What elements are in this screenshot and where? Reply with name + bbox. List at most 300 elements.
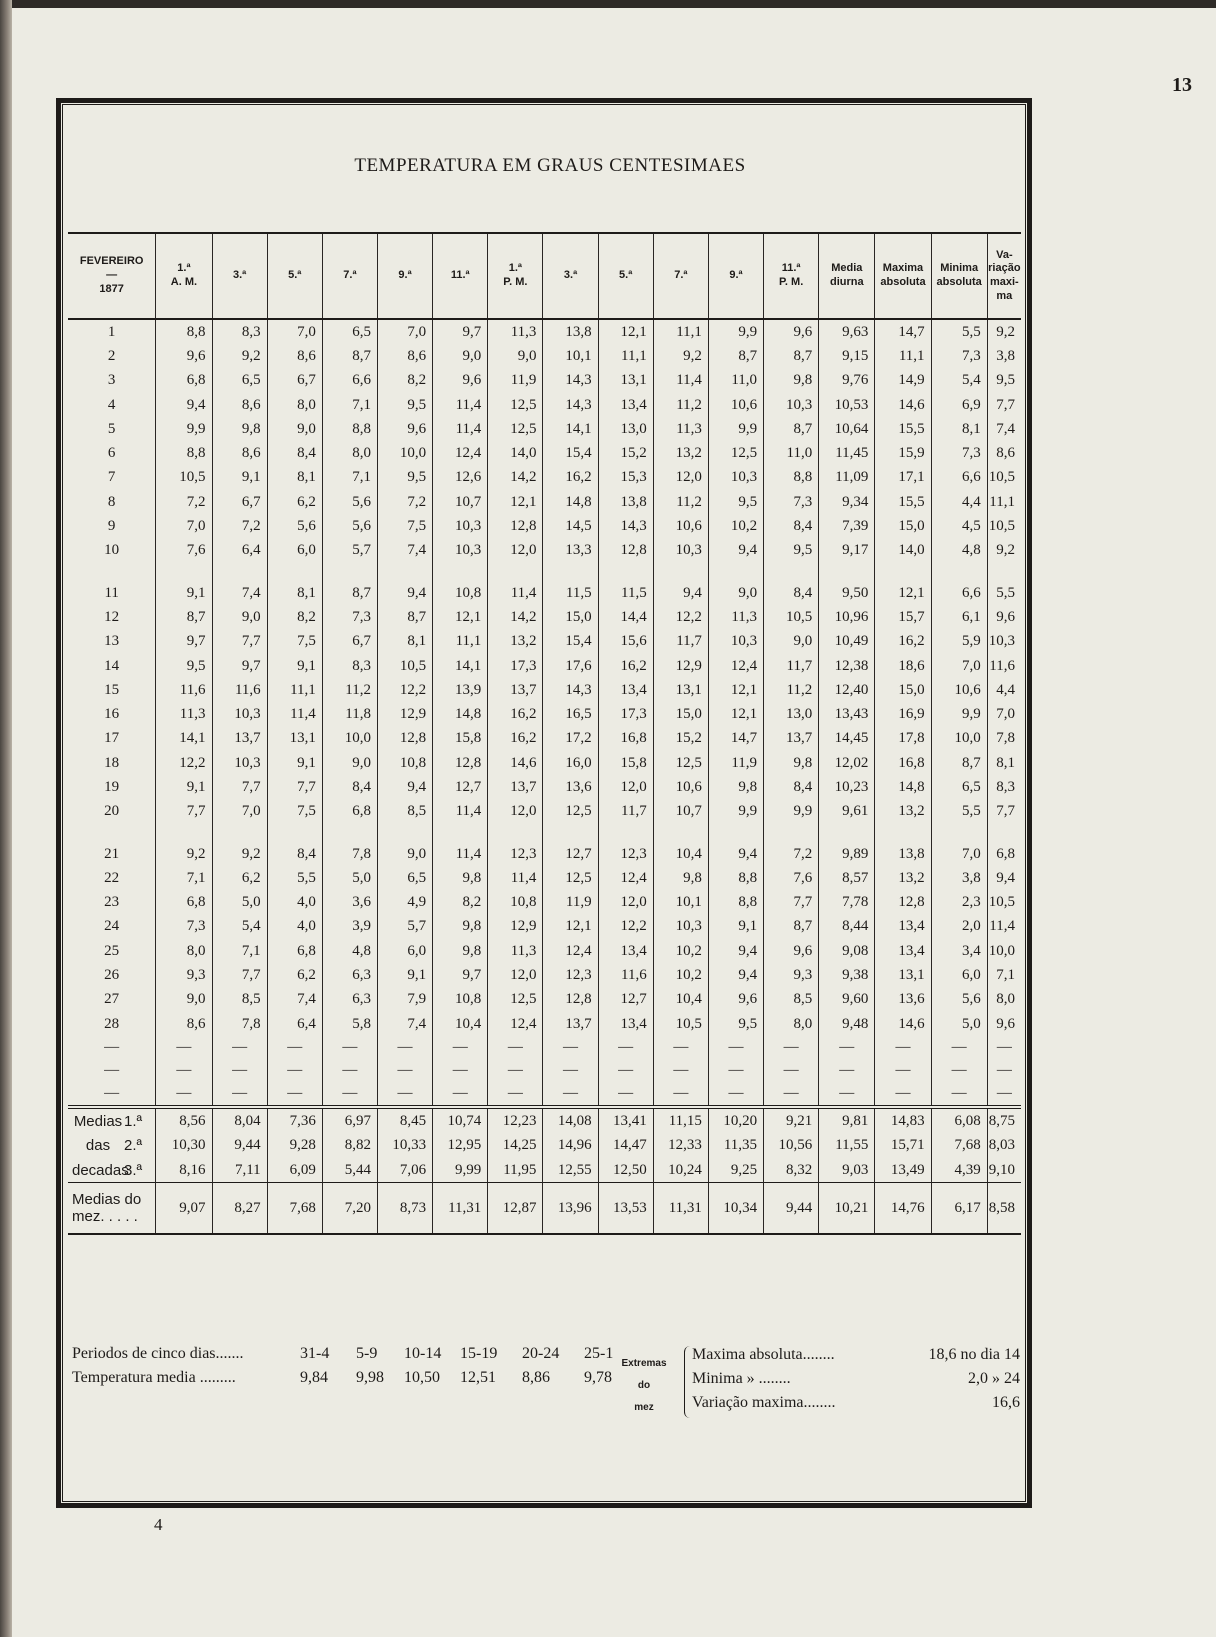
- value-cell: 7,7: [212, 775, 267, 799]
- mean-cell: 6,08: [931, 1107, 987, 1133]
- column-header-line: P. M.: [779, 276, 804, 288]
- value-cell: 8,7: [708, 344, 763, 368]
- period-range: 31-4: [300, 1345, 330, 1362]
- value-cell: 10,3: [764, 393, 819, 417]
- column-header: [322, 233, 377, 319]
- value-cell: 10,2: [653, 963, 708, 987]
- value-cell: 8,6: [212, 441, 267, 465]
- value-cell: 15,8: [598, 751, 653, 775]
- value-cell: 9,8: [764, 751, 819, 775]
- value-cell: 14,6: [875, 393, 931, 417]
- value-cell: 12,8: [377, 727, 432, 751]
- extremes-labels: [692, 1346, 836, 1418]
- value-cell: 3,8: [931, 866, 987, 890]
- value-cell: 11,6: [989, 657, 1015, 674]
- value-cell: 12,1: [708, 702, 763, 726]
- decade-ordinal: 1.ª: [124, 1112, 143, 1130]
- value-cell: 9,1: [212, 466, 267, 490]
- table-row: [68, 514, 1021, 538]
- mean-cell: 5,44: [322, 1158, 377, 1183]
- value-cell: 11,7: [764, 654, 819, 678]
- mean-cell: 14,08: [543, 1107, 598, 1133]
- value-cell: 11,3: [488, 319, 543, 344]
- value-cell: 7,39: [819, 514, 875, 538]
- day-cell: 12: [68, 605, 156, 629]
- value-cell: 9,4: [156, 393, 212, 417]
- value-cell: 8,8: [156, 441, 212, 465]
- value-cell: 8,7: [931, 751, 987, 775]
- month-mean-cell: 8,73: [377, 1183, 432, 1235]
- value-cell: 11,6: [598, 963, 653, 987]
- day-cell: 22: [68, 866, 156, 890]
- mean-cell: 9,28: [267, 1134, 322, 1158]
- value-cell: 11,9: [708, 751, 763, 775]
- value-cell: 13,1: [653, 678, 708, 702]
- value-cell: 12,5: [653, 751, 708, 775]
- value-cell: 12,8: [433, 751, 488, 775]
- value-cell: 7,5: [377, 514, 432, 538]
- value-cell: 12,8: [598, 539, 653, 563]
- empty-row: [68, 1059, 1021, 1082]
- month-mean-cell: 13,53: [598, 1183, 653, 1235]
- gap-cell: [156, 563, 212, 581]
- value-cell: 14,3: [543, 369, 598, 393]
- month-mean-cell: 10,34: [708, 1183, 763, 1235]
- value-cell: 11,7: [653, 630, 708, 654]
- dash-cell: —: [764, 1036, 819, 1059]
- column-header: [987, 233, 1021, 319]
- value-cell: 10,1: [543, 344, 598, 368]
- value-cell: 3,4: [931, 939, 987, 963]
- value-cell: 9,34: [819, 490, 875, 514]
- value-cell: 6,5: [377, 866, 432, 890]
- value-cell: 8,1: [996, 754, 1015, 771]
- value-cell: 11,4: [488, 866, 543, 890]
- column-header-line: 7.ª: [343, 269, 357, 282]
- value-cell: 9,9: [931, 702, 987, 726]
- gap-cell: [653, 563, 708, 581]
- column-header-line: 11.ª: [781, 262, 801, 275]
- column-header-line: absoluta: [880, 276, 926, 288]
- value-cell: 8,1: [267, 466, 322, 490]
- value-cell: 8,7: [322, 581, 377, 605]
- table-row: [68, 988, 1021, 1012]
- mean-cell: 10,74: [433, 1107, 488, 1133]
- mean-cell: 9,99: [433, 1158, 488, 1183]
- value-cell: 11,0: [764, 441, 819, 465]
- value-cell: 9,38: [819, 963, 875, 987]
- dash-cell: —: [598, 1082, 653, 1107]
- mean-cell: 8,03: [988, 1137, 1015, 1154]
- value-cell: 12,40: [819, 678, 875, 702]
- value-cell: 14,2: [488, 466, 543, 490]
- value-cell: 9,5: [764, 539, 819, 563]
- value-cell: 9,8: [764, 369, 819, 393]
- mean-cell: 15,71: [875, 1134, 931, 1158]
- dash-cell: —: [819, 1036, 875, 1059]
- column-header-line: 3.ª: [232, 269, 247, 282]
- column-header-line: 5.ª: [619, 269, 633, 282]
- value-cell: 5,0: [212, 891, 267, 915]
- value-cell: 14,7: [708, 727, 763, 751]
- decade-word: Medias: [73, 1112, 123, 1130]
- mean-cell: 14,25: [488, 1134, 543, 1158]
- value-cell: 12,5: [543, 800, 598, 824]
- page-number: 13: [1172, 74, 1192, 96]
- value-cell: 18,6: [875, 654, 931, 678]
- gap-cell: [764, 824, 819, 842]
- value-cell: 14,4: [598, 605, 653, 629]
- decade-mean-row: [68, 1134, 1021, 1158]
- value-cell: 14,1: [156, 727, 212, 751]
- gap-cell: [212, 824, 267, 842]
- value-cell: 7,6: [764, 866, 819, 890]
- value-cell: 17,1: [875, 466, 931, 490]
- max-label: Maxima absoluta........: [692, 1346, 835, 1363]
- value-cell: 15,7: [875, 605, 931, 629]
- day-cell: 21: [68, 842, 156, 866]
- value-cell: 7,1: [996, 967, 1015, 984]
- value-cell: 9,08: [819, 939, 875, 963]
- mean-cell: 12,95: [433, 1134, 488, 1158]
- value-cell: 7,6: [156, 539, 212, 563]
- dash-cell: —: [653, 1036, 708, 1059]
- value-cell: 12,4: [488, 1012, 543, 1036]
- month-mean-cell: 7,68: [267, 1183, 322, 1235]
- table-row: [68, 800, 1021, 824]
- value-cell: 10,6: [653, 775, 708, 799]
- day-cell: 24: [68, 915, 156, 939]
- month-mean-cell: 11,31: [653, 1183, 708, 1235]
- mean-cell: 9,10: [988, 1161, 1015, 1178]
- dash-cell: —: [488, 1082, 543, 1107]
- mean-cell: 8,45: [377, 1107, 432, 1133]
- dash-cell: —: [156, 1082, 212, 1107]
- gap-cell: [68, 824, 156, 842]
- value-cell: 9,2: [653, 344, 708, 368]
- dash-cell: —: [653, 1059, 708, 1082]
- mean-cell: 14,47: [598, 1134, 653, 1158]
- month-label-line: mez. . . . .: [72, 1208, 138, 1226]
- value-cell: 2,3: [931, 891, 987, 915]
- value-cell: 12,1: [875, 581, 931, 605]
- value-cell: 12,9: [653, 654, 708, 678]
- mean-cell: 12,50: [598, 1158, 653, 1183]
- value-cell: 6,3: [322, 988, 377, 1012]
- column-header-line: P. M.: [503, 276, 528, 288]
- value-cell: 11,2: [653, 490, 708, 514]
- value-cell: 13,7: [543, 1012, 598, 1036]
- value-cell: 16,0: [543, 751, 598, 775]
- value-cell: 4,4: [931, 490, 987, 514]
- value-cell: 10,3: [212, 702, 267, 726]
- gap-cell: [156, 824, 212, 842]
- dash-cell: —: [488, 1059, 543, 1082]
- value-cell: 15,3: [598, 466, 653, 490]
- value-cell: 16,2: [543, 466, 598, 490]
- value-cell: 7,0: [996, 706, 1015, 723]
- mean-cell: 14,96: [543, 1134, 598, 1158]
- value-cell: 14,9: [875, 369, 931, 393]
- value-cell: 7,7: [156, 800, 212, 824]
- mean-cell: 9,03: [819, 1158, 875, 1183]
- column-header-line: 3.ª: [563, 269, 578, 282]
- day-cell: 16: [68, 702, 156, 726]
- gap-cell: [433, 824, 488, 842]
- period-mean: 8,86: [522, 1369, 550, 1386]
- value-cell: 16,8: [875, 751, 931, 775]
- value-cell: 13,4: [598, 1012, 653, 1036]
- mean-cell: 9,44: [212, 1134, 267, 1158]
- dash-cell: —: [68, 1036, 156, 1059]
- day-cell: 26: [68, 963, 156, 987]
- value-cell: 7,7: [212, 630, 267, 654]
- value-cell: 9,0: [322, 751, 377, 775]
- column-header-line: Minima: [940, 262, 979, 275]
- value-cell: 12,2: [653, 605, 708, 629]
- value-cell: 7,7: [267, 775, 322, 799]
- column-header-line: ma: [996, 289, 1013, 302]
- value-cell: 9,7: [433, 319, 488, 344]
- value-cell: 12,1: [488, 490, 543, 514]
- value-cell: 9,76: [819, 369, 875, 393]
- min-label: Minima » ........: [692, 1370, 791, 1387]
- mean-cell: 7,36: [267, 1107, 322, 1133]
- value-cell: 10,3: [988, 633, 1015, 650]
- day-cell: 19: [68, 775, 156, 799]
- value-cell: 13,4: [598, 678, 653, 702]
- column-header: [488, 233, 543, 319]
- column-header-line: riação: [988, 262, 1021, 275]
- day-cell: 1: [68, 319, 156, 344]
- period-range: 10-14: [404, 1345, 442, 1362]
- value-cell: 7,78: [819, 891, 875, 915]
- value-cell: 13,4: [598, 393, 653, 417]
- gap-cell: [598, 563, 653, 581]
- value-cell: 9,8: [212, 417, 267, 441]
- value-cell: 6,9: [931, 393, 987, 417]
- value-cell: 5,6: [931, 988, 987, 1012]
- value-cell: 16,8: [598, 727, 653, 751]
- decade-word: decadas: [72, 1161, 129, 1179]
- table-row: [68, 727, 1021, 751]
- value-cell: 12,7: [598, 988, 653, 1012]
- value-cell: 11,8: [322, 702, 377, 726]
- value-cell: 13,2: [488, 630, 543, 654]
- value-cell: 9,0: [156, 988, 212, 1012]
- day-cell: 5: [68, 417, 156, 441]
- value-cell: 15,5: [875, 417, 931, 441]
- mean-cell: 10,24: [653, 1158, 708, 1183]
- value-cell: 8,4: [322, 775, 377, 799]
- value-cell: 11,4: [433, 393, 488, 417]
- decade-label: [68, 1107, 156, 1133]
- value-cell: 11,6: [212, 678, 267, 702]
- value-cell: 11,1: [433, 630, 488, 654]
- value-cell: 15,2: [653, 727, 708, 751]
- value-cell: 8,1: [377, 630, 432, 654]
- table-row: [68, 417, 1021, 441]
- value-cell: 6,0: [931, 963, 987, 987]
- period-range: 25-1: [584, 1345, 614, 1362]
- value-cell: 9,7: [156, 630, 212, 654]
- value-cell: 14,8: [433, 702, 488, 726]
- value-cell: 7,5: [267, 630, 322, 654]
- value-cell: 12,5: [488, 393, 543, 417]
- month-mean-cell: 8,27: [212, 1183, 267, 1235]
- value-cell: 6,6: [931, 466, 987, 490]
- gap-cell: [377, 563, 432, 581]
- value-cell: 5,5: [267, 866, 322, 890]
- value-cell: 12,1: [543, 915, 598, 939]
- value-cell: 6,6: [931, 581, 987, 605]
- mean-cell: 12,23: [488, 1107, 543, 1133]
- value-cell: 4,5: [931, 514, 987, 538]
- value-cell: 11,5: [543, 581, 598, 605]
- value-cell: 12,1: [708, 678, 763, 702]
- value-cell: 11,3: [488, 939, 543, 963]
- value-cell: 7,3: [156, 915, 212, 939]
- mean-cell: 4,39: [931, 1158, 987, 1183]
- dash-cell: —: [433, 1036, 488, 1059]
- value-cell: 13,7: [488, 678, 543, 702]
- value-cell: 6,8: [996, 845, 1015, 862]
- value-cell: 4,0: [267, 891, 322, 915]
- dash-cell: —: [433, 1059, 488, 1082]
- value-cell: 8,0: [996, 991, 1015, 1008]
- value-cell: 10,0: [988, 942, 1015, 959]
- value-cell: 11,4: [433, 417, 488, 441]
- mean-cell: 11,55: [819, 1134, 875, 1158]
- gap-cell: [987, 824, 1021, 842]
- value-cell: 12,3: [543, 963, 598, 987]
- value-cell: 5,0: [931, 1012, 987, 1036]
- value-cell: 7,2: [212, 514, 267, 538]
- table-row: [68, 581, 1021, 605]
- extremes-label: Extremas do mez: [621, 1358, 667, 1413]
- table-row: [68, 915, 1021, 939]
- period-range: 5-9: [356, 1345, 378, 1362]
- value-cell: 9,5: [708, 1012, 763, 1036]
- variation-value: 16,6: [992, 1394, 1020, 1411]
- mean-cell: 11,35: [708, 1134, 763, 1158]
- periods-values: [300, 1345, 624, 1393]
- value-cell: 10,0: [377, 441, 432, 465]
- period-range: 20-24: [522, 1345, 560, 1362]
- day-cell: 20: [68, 800, 156, 824]
- value-cell: 6,5: [931, 775, 987, 799]
- value-cell: 14,45: [819, 727, 875, 751]
- value-cell: 7,0: [267, 319, 322, 344]
- value-cell: 9,2: [996, 323, 1015, 340]
- month-mean-cell: 7,20: [322, 1183, 377, 1235]
- column-header: [764, 233, 819, 319]
- table-row: [68, 891, 1021, 915]
- value-cell: 5,7: [377, 915, 432, 939]
- dash-cell: —: [543, 1059, 598, 1082]
- value-cell: 10,5: [156, 466, 212, 490]
- value-cell: 13,6: [543, 775, 598, 799]
- day-cell: 13: [68, 630, 156, 654]
- value-cell: 17,3: [488, 654, 543, 678]
- value-cell: 10,96: [819, 605, 875, 629]
- dash-cell: —: [819, 1082, 875, 1107]
- value-cell: 8,4: [267, 441, 322, 465]
- value-cell: 10,5: [988, 469, 1015, 486]
- value-cell: 8,57: [819, 866, 875, 890]
- value-cell: 8,6: [996, 445, 1015, 462]
- period-mean: 9,84: [300, 1369, 328, 1386]
- value-cell: 6,8: [267, 939, 322, 963]
- column-header-line: A. M.: [170, 276, 198, 288]
- value-cell: 5,0: [322, 866, 377, 890]
- value-cell: 12,0: [488, 800, 543, 824]
- value-cell: 15,5: [875, 490, 931, 514]
- value-cell: 9,6: [708, 988, 763, 1012]
- table-row: [68, 605, 1021, 629]
- value-cell: 7,5: [267, 800, 322, 824]
- day-cell: 27: [68, 988, 156, 1012]
- day-cell: 9: [68, 514, 156, 538]
- value-cell: 6,2: [267, 490, 322, 514]
- dash-cell: —: [875, 1059, 931, 1082]
- periods-label: Periodos de cinco dias.......: [72, 1345, 244, 1362]
- dash-cell: —: [156, 1036, 212, 1059]
- value-cell: 9,48: [819, 1012, 875, 1036]
- value-cell: 10,3: [212, 751, 267, 775]
- day-cell: 8: [68, 490, 156, 514]
- value-cell: 7,8: [322, 842, 377, 866]
- day-cell: 23: [68, 891, 156, 915]
- value-cell: 13,9: [433, 678, 488, 702]
- value-cell: 12,7: [543, 842, 598, 866]
- value-cell: 8,7: [764, 915, 819, 939]
- value-cell: 6,5: [322, 319, 377, 344]
- value-cell: 14,3: [598, 514, 653, 538]
- value-cell: 9,1: [156, 581, 212, 605]
- value-cell: 10,5: [377, 654, 432, 678]
- dash-cell: —: [377, 1059, 432, 1082]
- value-cell: 5,4: [931, 369, 987, 393]
- column-header: [598, 233, 653, 319]
- value-cell: 10,5: [988, 518, 1015, 535]
- value-cell: 8,7: [156, 605, 212, 629]
- dash-cell: —: [267, 1036, 322, 1059]
- value-cell: 8,8: [156, 319, 212, 344]
- value-cell: 8,2: [377, 369, 432, 393]
- period-mean: 12,51: [460, 1369, 496, 1386]
- periods-labels: [72, 1345, 244, 1393]
- table-row: [68, 393, 1021, 417]
- value-cell: 9,2: [212, 842, 267, 866]
- value-cell: 9,2: [156, 842, 212, 866]
- value-cell: 9,8: [433, 866, 488, 890]
- value-cell: 10,2: [653, 939, 708, 963]
- temperature-mean-label: Temperatura media .........: [72, 1369, 236, 1386]
- value-cell: 12,2: [598, 915, 653, 939]
- value-cell: 9,60: [819, 988, 875, 1012]
- gap-cell: [267, 824, 322, 842]
- value-cell: 10,3: [433, 514, 488, 538]
- value-cell: 13,8: [543, 319, 598, 344]
- value-cell: 9,15: [819, 344, 875, 368]
- value-cell: 9,4: [708, 939, 763, 963]
- day-cell: 17: [68, 727, 156, 751]
- value-cell: 10,4: [653, 988, 708, 1012]
- value-cell: 7,0: [931, 842, 987, 866]
- value-cell: 12,7: [433, 775, 488, 799]
- month-mean-cell: 8,58: [987, 1183, 1021, 1235]
